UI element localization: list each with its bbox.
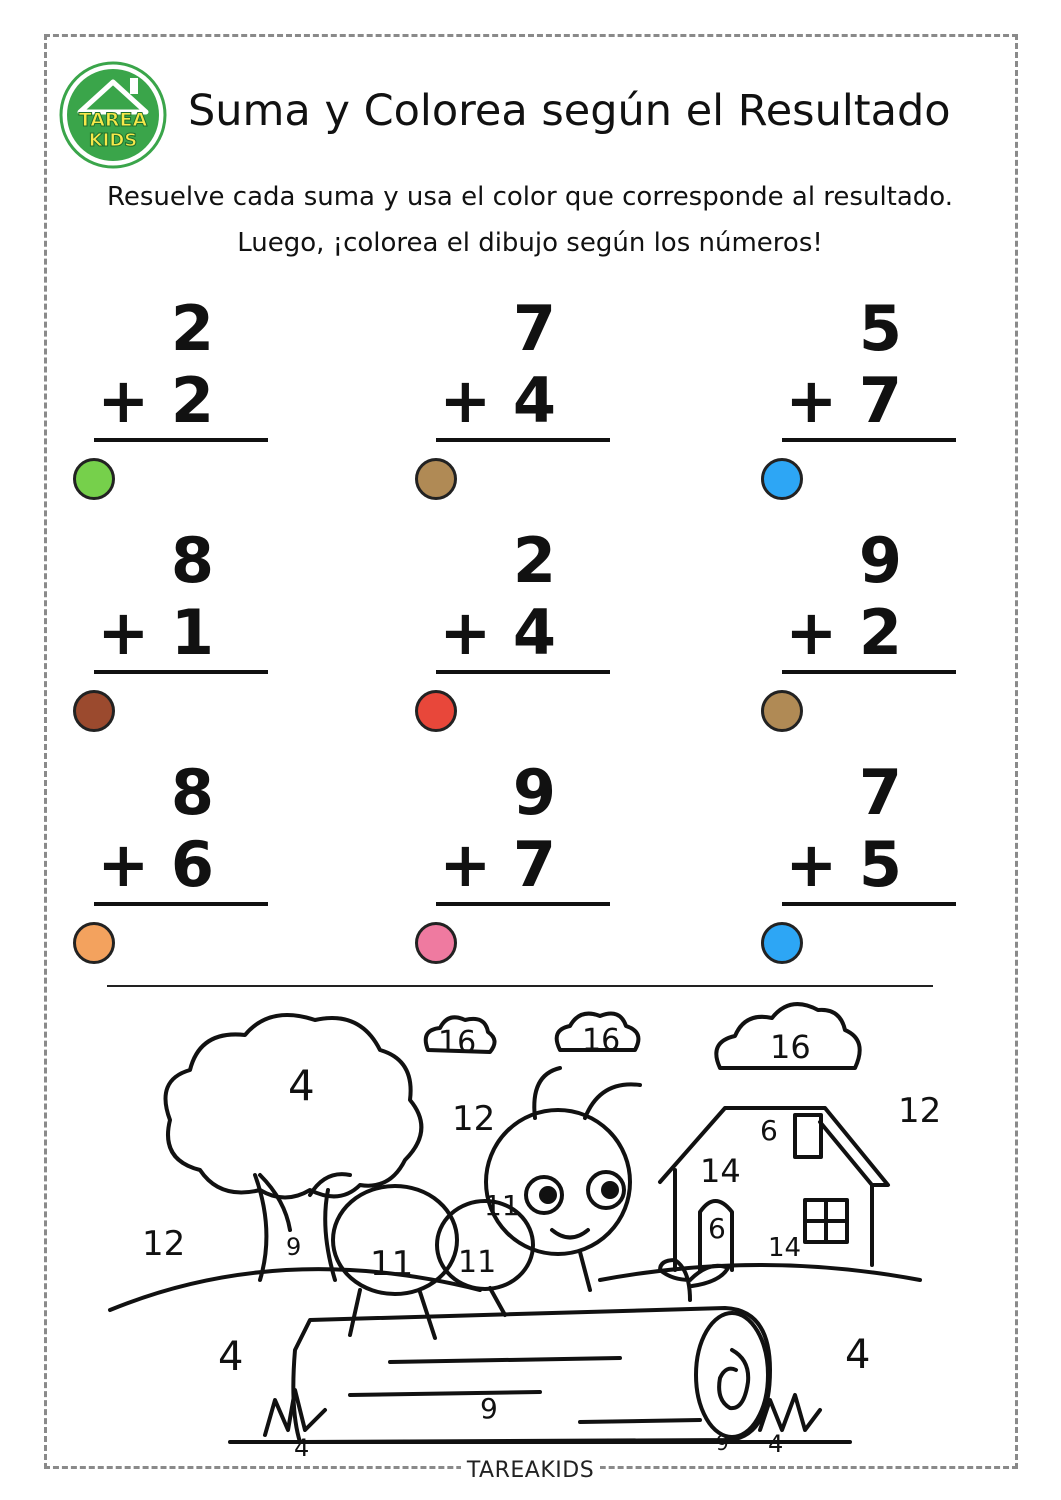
number-sky-left: 12 [142,1224,186,1264]
house-chimney [795,1115,821,1157]
color-dot [761,458,803,500]
addition-problem-4 [70,524,250,760]
addend-top: 2 [512,524,556,597]
color-dot [73,690,115,732]
addend-top: 5 [858,292,902,365]
answer-line [436,902,610,906]
answer-line [782,670,956,674]
addition-problem-1 [70,292,250,528]
addend-bottom: + 5 [785,828,902,901]
logo-text-kids: KIDS [88,130,138,151]
number-sky-center: 12 [452,1099,496,1139]
color-dot [415,690,457,732]
number-sky-right: 12 [898,1091,942,1131]
addend-bottom: + 7 [439,828,556,901]
footer-brand [0,1458,1061,1483]
answer-line [94,438,268,442]
addend-top: 2 [170,292,214,365]
addend-bottom: + 2 [785,596,902,669]
color-dot [73,458,115,500]
number-chimney: 6 [760,1114,778,1147]
number-ant-neck: 11 [484,1189,520,1222]
log-rings [719,1350,748,1408]
answer-line [436,670,610,674]
addend-bottom: + 4 [439,596,556,669]
addend-bottom: + 4 [439,364,556,437]
answer-line [94,670,268,674]
number-tree-crown: 4 [288,1061,315,1110]
addend-bottom: + 6 [97,828,214,901]
section-divider [107,985,933,987]
number-tree-trunk: 9 [286,1233,302,1261]
number-roof: 14 [700,1152,741,1190]
number-house-wall: 14 [768,1233,802,1263]
addend-top: 7 [512,292,556,365]
addition-problem-7 [70,756,250,992]
addend-bottom: + 2 [97,364,214,437]
answer-line [782,438,956,442]
color-dot [73,922,115,964]
footer-brand-text: TAREAKIDS [461,1458,600,1483]
color-dot [415,922,457,964]
number-grass-left: 4 [218,1334,244,1380]
log-end [696,1313,768,1437]
number-log: 9 [480,1392,498,1425]
addend-top: 9 [512,756,556,829]
color-dot [761,922,803,964]
addend-top: 8 [170,756,214,829]
addition-problem-3 [758,292,938,528]
grass-tuft-right [760,1395,820,1430]
answer-line [436,438,610,442]
addend-bottom: + 7 [785,364,902,437]
addition-problem-5 [412,524,592,760]
house-window-cross [805,1200,847,1242]
hill-right [600,1265,920,1280]
instruction-line-2: Luego, ¡colorea el dibujo según los números! [237,228,823,258]
addition-problem-8 [412,756,592,992]
addend-bottom: + 1 [97,596,214,669]
addition-problem-2 [412,292,592,528]
addend-top: 8 [170,524,214,597]
ant-antenna-right [585,1084,640,1118]
number-cloud-3: 16 [770,1028,811,1066]
number-tuft-left: 4 [294,1434,310,1460]
page-title: Suma y Colorea según el Resultado [188,86,951,136]
addition-problem-6 [758,524,938,760]
ant-smile [552,1230,588,1238]
answer-line [782,902,956,906]
log-grain [350,1358,700,1422]
addend-top: 7 [858,756,902,829]
color-dot [761,690,803,732]
number-grass-right: 4 [845,1332,871,1378]
color-dot [415,458,457,500]
logo-text-tarea: TAREA [78,109,148,131]
number-ant-thorax: 11 [458,1245,497,1280]
number-tuft-right: 4 [768,1430,784,1458]
addend-top: 9 [858,524,902,597]
number-ant-abdomen: 11 [370,1244,414,1284]
number-door: 6 [708,1212,726,1245]
color-by-number-picture [60,990,1000,1460]
tareakids-logo [58,60,168,170]
instruction-line-1: Resuelve cada suma y usa el color que corresponde al resultado. [106,182,954,212]
addition-problem-9 [758,756,938,992]
number-log-end: 9 [716,1431,729,1455]
number-cloud-2: 16 [582,1023,621,1058]
number-cloud-1: 16 [438,1025,477,1060]
answer-line [94,902,268,906]
